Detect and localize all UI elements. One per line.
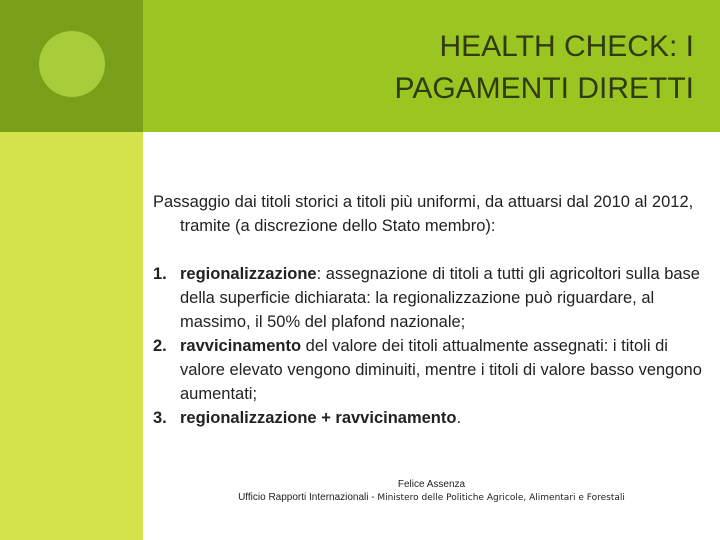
slide-footer — [143, 478, 720, 505]
intro-paragraph: Passaggio dai titoli storici a titoli più uniformi, da attuarsi dal 2010 al 2012, tramite (a discrezione dello Stato membro): — [153, 193, 694, 235]
footer-ministry: Ministero delle Politiche Agricole, Alimentari e Forestali — [377, 493, 625, 503]
list-item-text: : assegnazione di titoli a tutti gli agricoltori sulla base della superficie dichiarata: la regionalizzazione può riguardare, al massimo, il 50% del plafond nazionale; — [180, 265, 700, 331]
slide-title-line2: PAGAMENTI DIRETTI — [394, 72, 694, 105]
list-item-number: 2. — [153, 337, 167, 355]
footer-office: Ufficio Rapporti Internazionali - — [238, 492, 378, 503]
options-list — [153, 262, 708, 430]
list-item — [153, 262, 708, 334]
list-item-term: regionalizzazione — [180, 265, 317, 283]
list-item — [153, 334, 708, 406]
footer-affiliation — [143, 491, 720, 505]
list-item-number: 1. — [153, 265, 167, 283]
list-item-text: del valore dei titoli attualmente assegnati: i titoli di valore elevato vengono diminuiti, mentre i titoli di valore basso vengono aumentati; — [180, 337, 702, 403]
sidebar-bottom-block — [0, 132, 143, 540]
list-item — [153, 406, 708, 430]
list-item-text: . — [456, 409, 462, 427]
slide-title — [174, 26, 694, 110]
decorative-circle — [39, 31, 105, 97]
slide-title-line1: HEALTH CHECK: I — [439, 30, 694, 63]
list-item-term: regionalizzazione + ravvicinamento — [180, 409, 457, 427]
footer-author: Felice Assenza — [397, 479, 466, 490]
list-item-term: ravvicinamento — [180, 337, 302, 355]
list-item-number: 3. — [153, 409, 167, 427]
